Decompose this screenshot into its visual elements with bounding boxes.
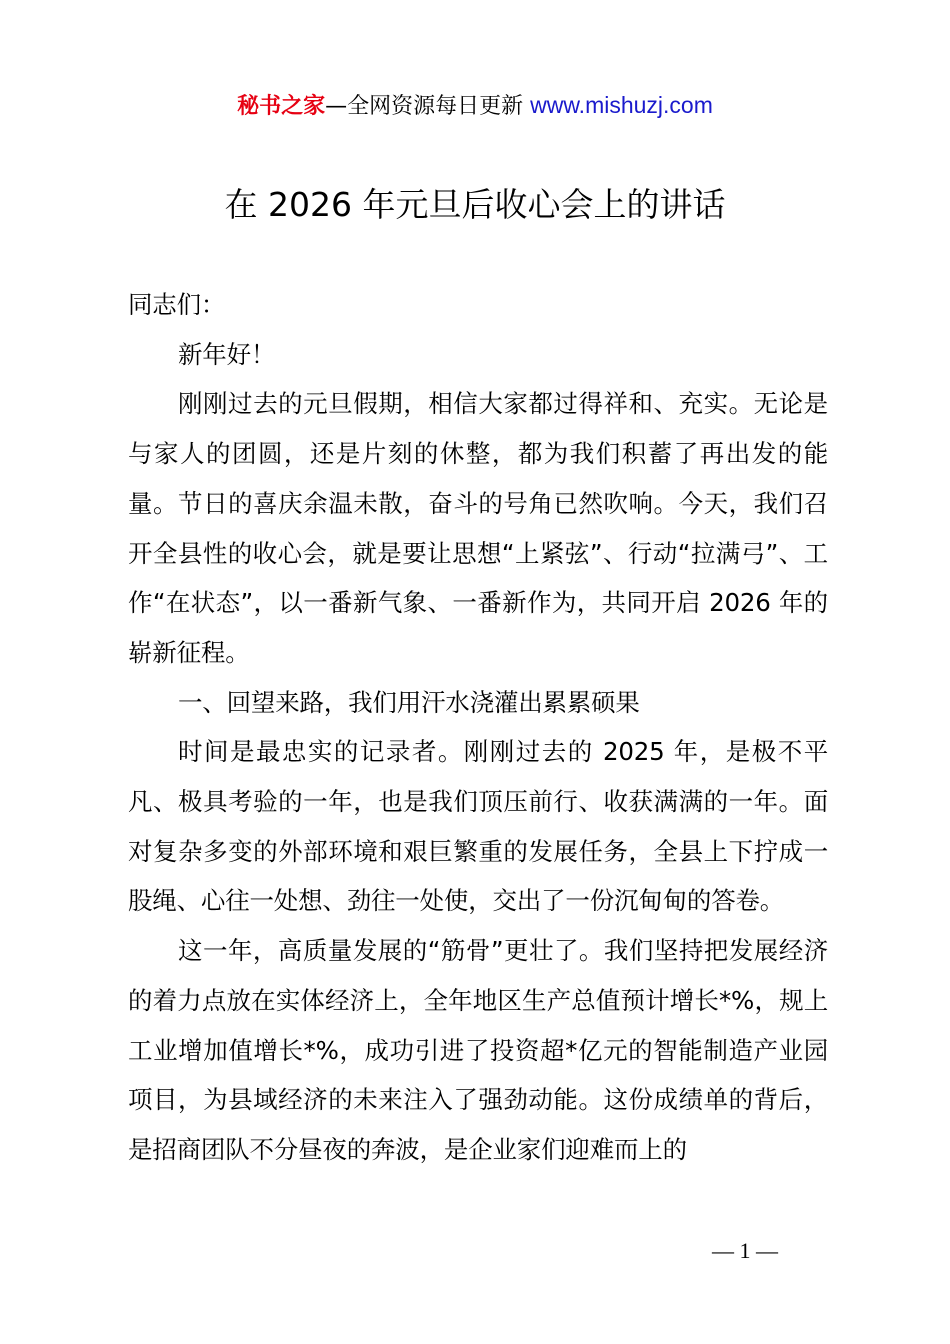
body-paragraph: 时间是最忠实的记录者。刚刚过去的 2025 年，是极不平凡、极具考验的一年，也是我们顶压前行、收获满满的一年。面对复杂多变的外部环境和艰巨繁重的发展任务，全县上下拧成一股绳、心往一处想、劲往一处使，交出了一份沉甸甸的答卷。 (128, 737, 828, 916)
document-title: 在 2026 年元旦后收心会上的讲话 (224, 185, 726, 224)
body-paragraph: 这一年，高质量发展的“筋骨”更壮了。我们坚持把发展经济的着力点放在实体经济上，全年地区生产总值预计增长*%，规上工业增加值增长*%，成功引进了投资超*亿元的智能制造产业园项目，为县域经济的未来注入了强劲动能。这份成绩单的背后，是招商团队不分昼夜的奔波，是企业家们迎难而上的 (128, 936, 828, 1164)
greeting-paragraph: 新年好！ (178, 339, 276, 369)
salutation: 同志们： (128, 290, 226, 319)
document-body (128, 280, 828, 1175)
site-url-link[interactable]: www.mishuzj.com (530, 92, 713, 118)
brand-name: 秘书之家 (237, 94, 326, 119)
section-heading: 一、回望来路，我们用汗水浇灌出累累硕果 (178, 687, 640, 717)
banner-tagline: —全网资源每日更新 (325, 94, 524, 119)
site-banner (0, 88, 950, 124)
body-paragraph: 刚刚过去的元旦假期，相信大家都过得祥和、充实。无论是与家人的团圆，还是片刻的休整，都为我们积蓄了再出发的能量。节日的喜庆余温未散，奋斗的号角已然吹响。今天，我们召开全县性的收心会，就是要让思想“上紧弦”、行动“拉满弓”、工作“在状态”，以一番新气象、一番新作为，共同开启 2026 年的崭新征程。 (128, 389, 828, 667)
page-number: — 1 — (712, 1238, 778, 1263)
